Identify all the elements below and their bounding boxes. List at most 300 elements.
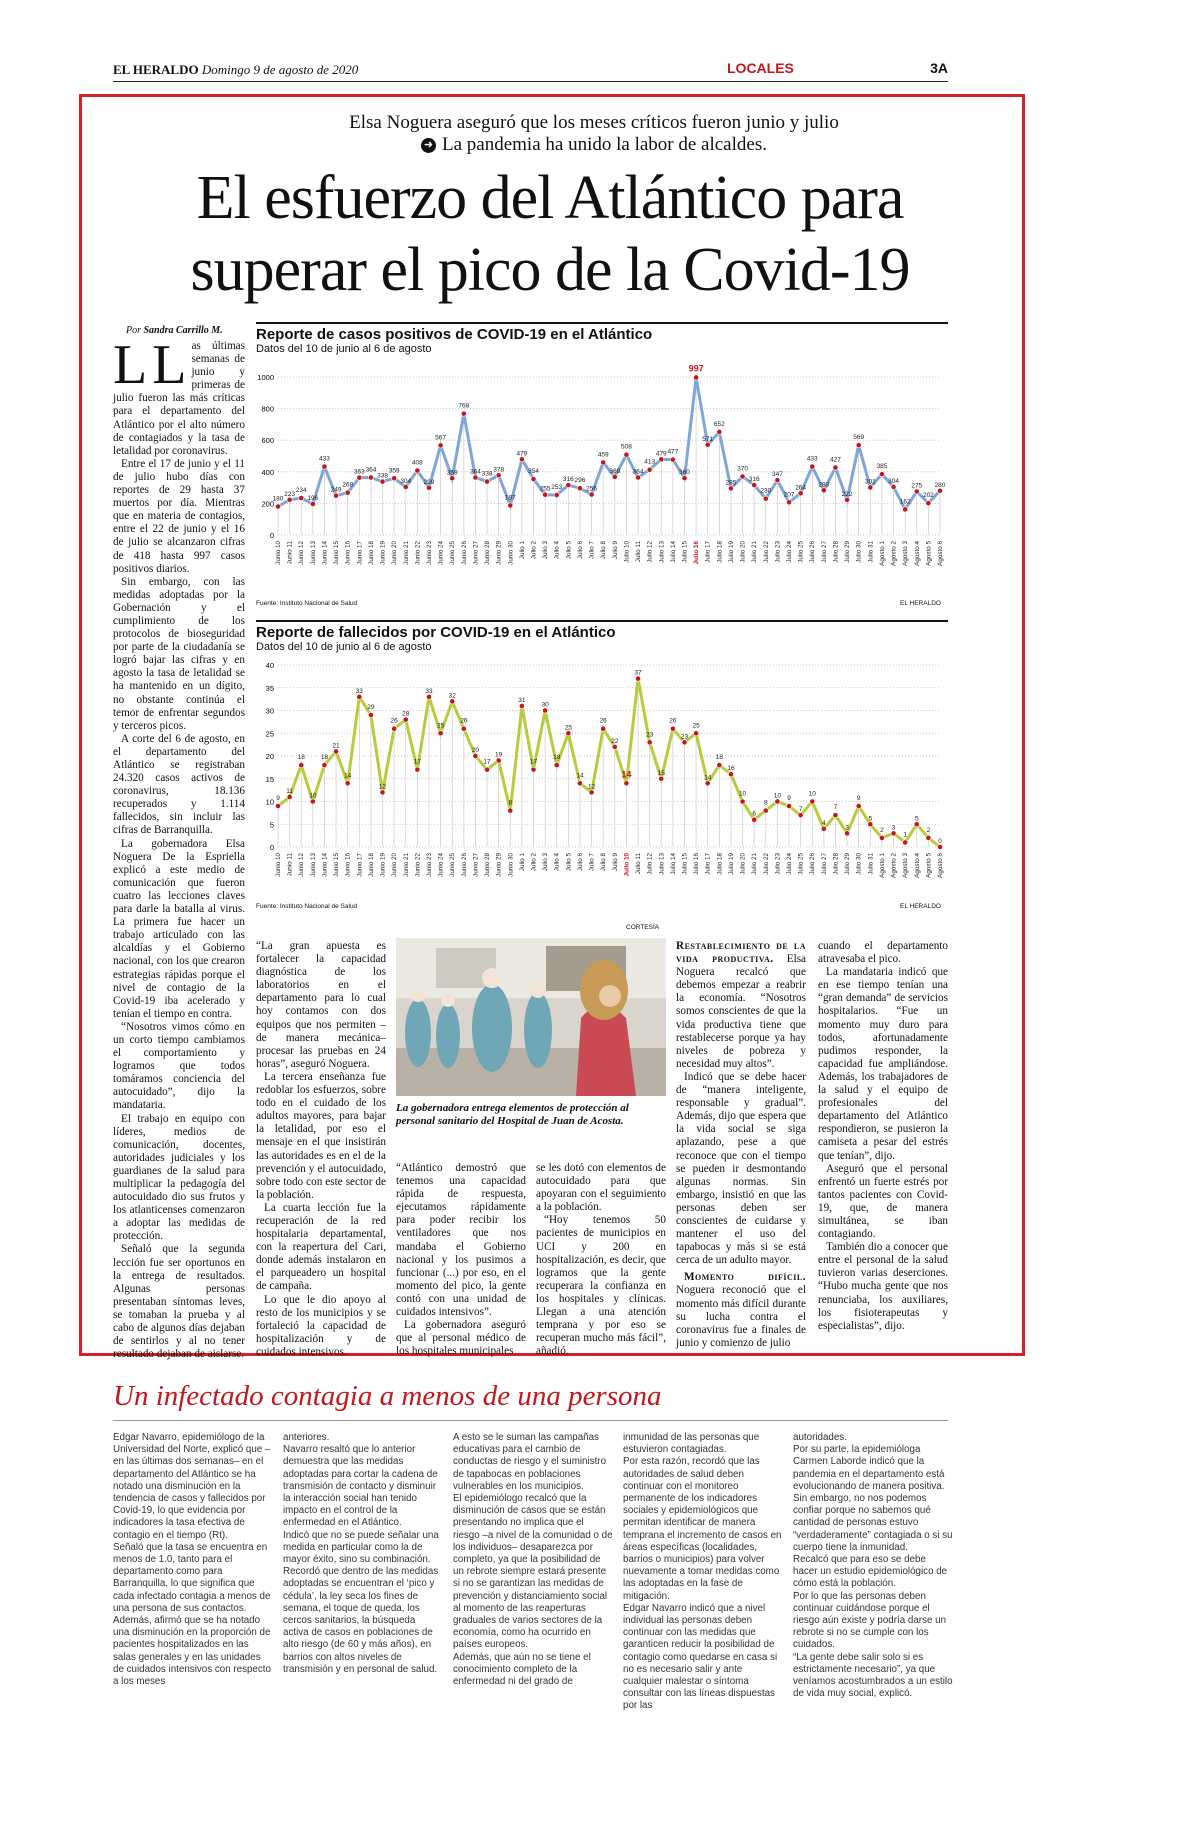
x-tick-label: Junio 10	[275, 853, 282, 877]
data-point	[415, 468, 420, 473]
data-point	[589, 790, 594, 795]
data-point	[856, 803, 861, 808]
paragraph: Aseguró que el personal enfrentó un fuerte estrés por tantos pacientes con Covid-19, que, de manera simultánea, se iban contagiando.	[818, 1162, 948, 1241]
data-label: 23	[680, 733, 689, 741]
paragraph: cuando el departamento atravesaba el pico.	[818, 940, 948, 966]
data-label: 23	[646, 731, 654, 739]
data-label: 18	[715, 754, 723, 762]
data-label: 479	[655, 450, 667, 458]
data-label: 222	[841, 490, 853, 498]
x-tick-label: Agosto 6	[937, 541, 944, 566]
data-point	[275, 504, 280, 509]
data-label: 14	[576, 772, 584, 780]
data-point	[287, 794, 292, 799]
deaths-chart	[256, 620, 948, 915]
data-point	[566, 731, 571, 736]
page-header	[113, 60, 948, 82]
data-point	[461, 726, 466, 731]
data-label: 360	[679, 469, 690, 477]
data-point	[821, 826, 826, 831]
data-point	[868, 822, 873, 827]
x-tick-label: Julio 10	[623, 541, 631, 563]
y-tick-label: 10	[265, 797, 274, 807]
x-tick-label: Julio 19	[727, 853, 735, 875]
cases-chart	[256, 322, 948, 613]
x-tick-label: Agosto 6	[937, 853, 944, 878]
y-tick-label: 20	[265, 752, 274, 761]
x-tick-label: Junio 19	[379, 853, 387, 877]
x-tick-label: Julio 18	[716, 853, 724, 875]
data-label: 30	[541, 701, 549, 709]
paragraph: La gobernadora Elsa Noguera De la Espriella explicó a este medio de comunicación que fueron cuatro las lecciones claves para darle la batalla al virus. La primera fue hacer un trabajo articulado con las alcaldías y el Gobierno nacional, con los que crearon estrategias rápidas porque el nivel de contagio de la Covid-19 iba acelerado y tenían el tiempo en contra.	[113, 837, 245, 1020]
x-tick-label: Julio 5	[565, 853, 573, 872]
data-label: 26	[390, 717, 398, 725]
series-line	[278, 679, 940, 847]
x-tick-label: Julio 16	[693, 853, 701, 875]
data-label: 7	[833, 804, 838, 812]
data-label: 29	[367, 704, 375, 712]
data-point	[879, 835, 884, 840]
secondary-article-column	[453, 1432, 613, 1812]
x-tick-label: Julio 18	[716, 541, 724, 563]
y-tick-label: 1000	[257, 373, 274, 382]
x-tick-label: Julio 30	[855, 541, 863, 563]
article-column-3	[396, 1162, 526, 1358]
x-tick-label: Julio 19	[727, 541, 735, 563]
data-label: 363	[353, 468, 365, 476]
data-label: 14	[704, 774, 712, 782]
paragraph: Además, que aún no se tiene el conocimiento completo de la enfermedad ni del grado de	[453, 1651, 591, 1688]
paragraph: La tercera enseñanza fue redoblar los esfuerzos, sobre todo en el cuidado de los adultos mayores, para bajar la letalidad, por eso el mensaje en el que insistirán las autoridades es en el de la prevención y el autocuidado, sobre todo con este sector de la población.	[256, 1070, 386, 1201]
x-tick-label: Junio 10	[275, 541, 282, 565]
data-point	[810, 799, 815, 804]
data-point	[531, 476, 536, 481]
data-label: 652	[713, 420, 725, 428]
data-label: 295	[725, 479, 737, 487]
data-point	[450, 476, 455, 481]
data-label: 359	[388, 467, 400, 475]
data-label: 571	[702, 435, 714, 443]
data-point	[333, 749, 338, 754]
data-point	[937, 844, 942, 849]
data-label: 997	[688, 363, 704, 374]
secondary-article-column	[793, 1432, 953, 1812]
data-label: 459	[597, 451, 609, 459]
x-tick-label: Junio 29	[495, 853, 503, 877]
x-tick-label: Junio 22	[414, 541, 422, 565]
data-label: 230	[760, 487, 772, 495]
x-tick-label: Julio 29	[844, 541, 852, 563]
x-tick-label: Julio 31	[867, 853, 875, 875]
data-point	[345, 490, 350, 495]
paragraph: “Atlántico demostró que tenemos una capacidad rápida de respuesta, ejecutamos rápidamente para poder recibir los ventiladores que nos mandaba el Gobierno nacional y los pusimos a funcionar (...) por eso, en el momento del pico, la gente contó con una unidad de cuidados intensivos”.	[396, 1162, 526, 1319]
data-label: 275	[911, 482, 923, 490]
x-tick-label: Julio 23	[774, 853, 782, 875]
x-tick-label: Julio 7	[588, 853, 596, 872]
chart-title: Reporte de fallecidos por COVID-19 en el Atlántico	[256, 620, 948, 641]
data-point	[682, 740, 687, 745]
data-label: 385	[876, 463, 888, 471]
data-label: 354	[528, 468, 539, 476]
data-point	[775, 478, 780, 483]
data-point	[694, 375, 699, 380]
data-point	[322, 464, 327, 469]
data-label: 6	[752, 810, 756, 818]
drop-cap: L	[152, 334, 187, 396]
divider	[113, 1420, 948, 1421]
data-label: 16	[727, 765, 735, 773]
data-label: 7	[798, 806, 803, 814]
paragraph: Señaló que la segunda lección fue ser oportunos en la entrega de resultados. Algunas personas presentaban síntomas leves, se tomaban la prueba y al cabo de algunos días dejaban de sentirlos y al no tener resultado dejaban de aislarse.	[113, 1243, 245, 1361]
x-tick-label: Agosto 1	[878, 541, 886, 566]
x-tick-label: Julio 7	[588, 541, 596, 560]
x-tick-label: Junio 11	[286, 853, 294, 877]
data-label: 296	[574, 477, 586, 485]
data-label: 8	[508, 799, 513, 807]
data-label: 364	[632, 468, 644, 476]
secondary-article-column	[623, 1432, 783, 1812]
data-point	[705, 781, 710, 786]
x-tick-label: Julio 8	[600, 541, 608, 560]
paragraph: se les dotó con elementos de autocuidado para que apoyaran con el seguimiento a la población.	[536, 1162, 666, 1214]
data-label: 26	[669, 717, 677, 725]
x-tick-label: Junio 14	[321, 541, 329, 565]
photo-credit: CORTESÍA	[626, 924, 660, 931]
data-point	[496, 758, 501, 763]
data-label: 25	[692, 722, 700, 730]
paragraph: Por esta razón, recordó que las autoridades de salud deben continuar con el monitoreo permanente de los indicadores sociales y epidemiológicos que permitan identificar de manera temprana el incremento de casos en áreas específicas (localidades, barrios o municipios) para volver nuevamente a tomar medidas como las adoptadas en la fase de mitigación.	[623, 1456, 782, 1602]
kicker: Elsa Noguera aseguró que los meses críticos fueron junio y julio	[349, 112, 839, 133]
data-label: 364	[365, 466, 377, 474]
data-point	[357, 694, 362, 699]
data-label: 26	[599, 717, 607, 725]
paragraph: “La gente debe salir solo si es estrictamente necesario”, ya que veníamos acostumbrados a un estilo de vida muy social, explicó.	[793, 1651, 953, 1700]
x-tick-label: Julio 21	[751, 541, 759, 563]
x-tick-label: Junio 28	[484, 853, 492, 877]
data-point	[798, 491, 803, 496]
x-tick-label: Junio 25	[449, 853, 457, 877]
x-tick-label: Julio 6	[576, 541, 584, 560]
data-point	[368, 712, 373, 717]
x-tick-label: Julio 13	[658, 853, 666, 875]
data-label: 18	[553, 754, 561, 762]
data-point	[670, 726, 675, 731]
chart-source: Fuente: Instituto Nacional de Salud	[256, 600, 358, 607]
x-tick-label: Julio 15	[681, 853, 689, 875]
y-tick-label: 400	[261, 467, 274, 477]
x-tick-label: Junio 21	[402, 853, 410, 877]
data-label: 2	[880, 826, 884, 834]
data-point	[577, 781, 582, 786]
data-point	[763, 496, 768, 501]
data-label: 364	[470, 468, 481, 476]
x-tick-label: Junio 24	[437, 541, 445, 565]
data-point	[728, 772, 733, 777]
data-label: 368	[609, 467, 621, 475]
paragraph: Entre el 17 de junio y el 11 de julio hubo días con reportes de 29 hasta 37 muertos por día. Mientras que en materia de contagios, entre el 22 de junio y el 16 de julio se alcanzaron cifras de 418 hasta 997 casos positivos diarios.	[113, 457, 245, 575]
data-point	[914, 489, 919, 494]
data-point	[926, 500, 931, 505]
x-tick-label: Junio 17	[356, 853, 364, 877]
x-tick-label: Junio 18	[367, 853, 375, 877]
x-tick-label: Julio 10	[623, 853, 631, 877]
data-point	[624, 452, 629, 457]
data-label: 10	[808, 790, 816, 798]
x-tick-label: Junio 23	[425, 853, 433, 877]
paragraph: A corte del 6 de agosto, en el departamento del Atlántico se registraban 24.320 casos activos de coronavirus, 18.136 recuperados y 1.114 fallecidos, sin incluir las cifras de Barranquilla.	[113, 732, 245, 837]
arrow-right-icon: ➜	[421, 138, 436, 153]
x-tick-label: Julio 17	[704, 541, 712, 563]
x-tick-label: Junio 23	[425, 541, 433, 565]
photo-medical-staff-image	[396, 938, 666, 1096]
data-label: 28	[402, 710, 410, 718]
x-tick-label: Agosto 3	[902, 853, 910, 878]
data-label: 8	[763, 799, 768, 807]
x-tick-label: Julio 20	[739, 853, 747, 875]
x-tick-label: Junio 21	[402, 541, 410, 565]
y-tick-label: 0	[269, 531, 274, 540]
data-point	[612, 744, 617, 749]
data-point	[357, 475, 362, 480]
data-point	[566, 482, 571, 487]
data-point	[775, 799, 780, 804]
data-point	[694, 731, 699, 736]
data-label: 347	[771, 471, 783, 479]
x-tick-label: Julio 26	[809, 541, 817, 563]
data-point	[543, 708, 548, 713]
data-point	[380, 790, 385, 795]
x-tick-label: Agosto 1	[878, 853, 886, 878]
x-tick-label: Junio 12	[298, 541, 306, 565]
x-tick-label: Julio 29	[844, 853, 852, 875]
x-tick-label: Junio 14	[321, 853, 329, 877]
x-tick-label: Junio 30	[507, 853, 515, 877]
data-point	[647, 467, 652, 472]
y-tick-label: 40	[265, 661, 274, 670]
data-point	[519, 457, 524, 462]
data-point	[601, 726, 606, 731]
x-tick-label: Junio 20	[391, 541, 399, 565]
data-point	[554, 492, 559, 497]
data-point	[810, 464, 815, 469]
data-label: 268	[342, 481, 354, 489]
data-label: 25	[564, 724, 572, 732]
data-point	[728, 486, 733, 491]
data-label: 162	[899, 498, 911, 506]
x-tick-label: Julio 12	[646, 541, 654, 563]
data-point	[601, 460, 606, 465]
x-tick-label: Julio 11	[635, 541, 643, 563]
paragraph: Recordó que dentro de las medidas adoptadas se encuentran el ‘pico y cédula’, la ley seca los fines de semana, el toque de queda, los cercos sanitarios, la búsqueda activa de casos en poblaciones de alto riesgo (de 60 y más años), en barrios con altos niveles de transmisión y en personal de salud.	[283, 1566, 439, 1675]
paragraph: “La gran apuesta es fortalecer la capacidad diagnóstica de los laboratorios en el departamento para lo cual hoy contamos con dos equipos que nos permiten –de manera mecánica– procesar las pruebas en 24 horas”, aseguró Noguera.	[256, 940, 386, 1070]
data-label: 15	[657, 769, 665, 777]
data-point	[484, 767, 489, 772]
data-label: 256	[586, 485, 598, 493]
x-tick-label: Julio 27	[820, 853, 828, 875]
data-label: 17	[413, 758, 421, 766]
data-point	[624, 781, 629, 786]
data-label: 316	[562, 476, 574, 484]
x-tick-label: Junio 26	[460, 853, 468, 877]
data-point	[659, 457, 664, 462]
x-tick-label: Julio 25	[797, 541, 805, 563]
data-point	[299, 763, 304, 768]
data-label: 299	[423, 478, 435, 486]
x-tick-label: Junio 12	[298, 853, 306, 877]
data-label: 19	[495, 751, 503, 759]
data-label: 14	[344, 772, 352, 780]
data-point	[543, 492, 548, 497]
data-label: 9	[787, 795, 791, 803]
data-label: 9	[276, 795, 280, 803]
data-label: 18	[297, 754, 305, 762]
data-label: 255	[539, 485, 551, 493]
data-label: 11	[286, 787, 293, 795]
y-tick-label: 200	[261, 499, 274, 509]
data-label: 0	[938, 838, 942, 845]
data-label: 9	[856, 795, 861, 803]
data-label: 17	[529, 758, 538, 766]
data-label: 10	[773, 792, 782, 800]
data-point	[333, 493, 338, 498]
article-column-2	[256, 940, 386, 1358]
x-tick-label: Julio 1	[518, 853, 526, 872]
publication: EL HERALDO Domingo 9 de agosto de 2020	[113, 62, 359, 77]
data-label: 22	[611, 737, 619, 745]
data-label: 33	[355, 687, 363, 695]
data-label: 567	[435, 434, 447, 442]
x-tick-label: Agosto 4	[913, 541, 921, 566]
paragraph: El epidemiólogo recalcó que la disminución de casos que se están presentando no implica que el riesgo –a nivel de la comunidad o de los individuos– desaparezca por completo, ya que la posibilidad de un rebrote siempre estará presente si no se garantizan las medidas de prevención y distanciamiento social al momento de las reaperturas graduales de varios sectores de la economía, como ha ocurrido en países europeos.	[453, 1493, 613, 1651]
data-point	[589, 492, 594, 497]
data-label: 26	[460, 717, 468, 725]
y-tick-label: 35	[265, 683, 274, 693]
article-column-1	[113, 334, 245, 1361]
data-point	[786, 500, 791, 505]
data-label: 370	[737, 465, 748, 473]
data-point	[937, 488, 942, 493]
x-tick-label: Junio 13	[309, 541, 317, 565]
x-tick-label: Julio 2	[530, 541, 538, 560]
data-point	[461, 411, 466, 416]
x-tick-label: Julio 2	[530, 853, 538, 872]
x-tick-label: Agosto 4	[913, 853, 921, 878]
paragraph: Indicó que no se puede señalar una medida en particular como la de mayor éxito, sino su combinación.	[283, 1529, 439, 1566]
data-label: 17	[483, 758, 491, 766]
x-tick-label: Julio 14	[669, 541, 677, 563]
x-tick-label: Julio 20	[739, 541, 747, 563]
x-tick-label: Junio 18	[367, 541, 375, 565]
data-point	[844, 497, 849, 502]
paragraph: Por su parte, la epidemióloga Carmen Laborde indicó que la pandemia en el departamento está evolucionando de manera positiva. Sin embargo, no nos podemos confiar porque no sabemos qué cantidad de personas estuvo “verdaderamente” contagiada o si su cuerpo tiene la inmunidad.	[793, 1444, 953, 1553]
data-point	[635, 475, 640, 480]
x-tick-label: Julio 30	[855, 853, 863, 875]
data-label: 2	[926, 826, 931, 834]
data-point	[380, 479, 385, 484]
data-point	[891, 484, 896, 489]
paragraph: A esto se le suman las campañas educativas para el cambio de conductas de riesgo y el suministro de tapabocas en poblaciones vulnerables en los municipios.	[453, 1432, 607, 1492]
data-point	[798, 813, 803, 818]
data-label: 316	[748, 476, 760, 484]
data-point	[612, 474, 617, 479]
data-point	[926, 835, 931, 840]
chart-title: Reporte de casos positivos de COVID-19 en el Atlántico	[256, 322, 948, 343]
x-tick-label: Julio 9	[611, 541, 619, 560]
paragraph: El trabajo en equipo con líderes, medios de comunicación, docentes, autoridades judiciales y los guardianes de la salud para multiplicar la pedagogía del autocuidado dio sus frutos y los atlanticenses comenzaron a adoptar las medidas de protección.	[113, 1112, 245, 1243]
data-point	[531, 767, 536, 772]
x-tick-label: Julio 21	[751, 853, 759, 875]
x-tick-label: Julio 17	[704, 853, 712, 875]
drop-cap: L	[113, 334, 148, 396]
data-point	[705, 442, 710, 447]
article-column-6	[818, 940, 948, 1345]
x-tick-label: Agosto 3	[902, 541, 910, 566]
x-tick-label: Julio 9	[611, 853, 619, 872]
data-label: 427	[830, 456, 841, 464]
data-point	[287, 497, 292, 502]
x-tick-label: Junio 22	[414, 853, 422, 877]
paragraph: La gobernadora aseguró que al personal médico de los hospitales municipales	[396, 1319, 526, 1358]
data-label: 338	[377, 472, 388, 480]
data-label: 196	[307, 495, 319, 503]
data-point	[914, 822, 919, 827]
data-label: 3	[891, 824, 896, 832]
paragraph: Señaló que la tasa se encuentra en menos de 1.0, tanto para el departamento como para Barranquilla, lo que significa que cada infectado contagia a menos de una persona de sus contactos.	[113, 1541, 271, 1614]
data-label: 234	[295, 487, 307, 495]
paragraph: Recalcó que para eso se debe hacer un estudio epidemiológico de cómo está la población.	[793, 1554, 948, 1590]
article-column-5: Restablecimiento de la vida productiva. Elsa Noguera recalcó que debemos empezar a reabrir la economía. “Nosotros somos conscientes de que la vida productiva tiene que restablecerse porque ya hay niveles de pobreza y necesidad muy altos”. Indicó que se debe hacer de “manera inteligente, responsable y gradual”. Además, dijo que espera que la vida social se siga aplazando, pese a que reconoce que con el tiempo se pueden ir desmontando algunas normas. Sin embargo, insistió en que las personas deben ser conscientes de cuidarse y mantener el uso del tapabocas y más si se está cerca de un adulto mayor. Momento difícil. Noguera reconoció que el momento más difícil durante su lucha contra el coronavirus fue a finales de junio y comienzo de julio	[676, 940, 807, 1349]
data-point	[903, 840, 908, 845]
data-label: 253	[551, 484, 563, 492]
secondary-article-column	[283, 1432, 443, 1812]
section-name: LOCALES	[727, 60, 794, 76]
x-tick-label: Julio 8	[600, 853, 608, 872]
paragraph: “Hoy tenemos 50 pacientes de municipios en UCI y 200 en hospitalización, es decir, que logramos que la gente recuperara la confianza en los hospitales y clínicas. Llegan a una atención temprana y por eso se recuperan mucho más fácil”, añadió.	[536, 1214, 666, 1358]
x-tick-label: Julio 4	[553, 541, 561, 560]
data-point	[868, 485, 873, 490]
x-tick-label: Junio 24	[437, 853, 445, 877]
data-point	[763, 808, 768, 813]
x-tick-label: Julio 5	[565, 541, 573, 560]
y-tick-label: 25	[265, 729, 274, 739]
data-point	[438, 731, 443, 736]
data-point	[392, 726, 397, 731]
x-tick-label: Junio 26	[460, 541, 468, 565]
data-label: 433	[806, 455, 818, 463]
data-label: 304	[888, 477, 899, 485]
paragraph: Edgar Navarro, epidemiólogo de la Universidad del Norte, explicó que –en las últimas dos semanas– en el departamento del Atlántico se ha notado una disminución en la tendencia de casos y fallecidos por Covid-19, lo que evidencia por indicadores la tasa efectiva de contagio en el tiempo (Rt).	[113, 1432, 271, 1541]
x-tick-label: Junio 28	[484, 541, 492, 565]
news-photo	[396, 938, 666, 1096]
x-tick-label: Junio 15	[333, 853, 341, 877]
data-label: 5	[868, 815, 873, 823]
x-tick-label: Junio 13	[309, 853, 317, 877]
data-label: 508	[620, 443, 632, 451]
x-tick-label: Julio 26	[809, 853, 817, 875]
data-point	[635, 676, 640, 681]
secondary-headline: Un infectado contagia a menos de una persona	[113, 1380, 662, 1412]
data-point	[426, 694, 431, 699]
data-label: 12	[378, 783, 387, 791]
series-line	[278, 377, 940, 509]
data-label: 180	[272, 495, 284, 503]
data-point	[740, 799, 745, 804]
x-tick-label: Julio 14	[669, 853, 677, 875]
paragraph: La mandataria indicó que en ese tiempo tenían una “gran demanda” de servicios hospitalarios. “Fue un momento muy duro para todos, afortunadamente pudimos responder, la capacidad fue ampliándose. Además, los trabajadores de la salud y el equipo de profesionales del departamento del Atlántico respondieron, se pusieron la camiseta a pesar del estrés que tenían”, dijo.	[818, 966, 948, 1162]
byline: Por Sandra Carrillo M.	[126, 325, 223, 336]
headline: El esfuerzo del Atlántico para superar el pico de la Covid-19	[190, 164, 910, 304]
data-point	[833, 813, 838, 818]
